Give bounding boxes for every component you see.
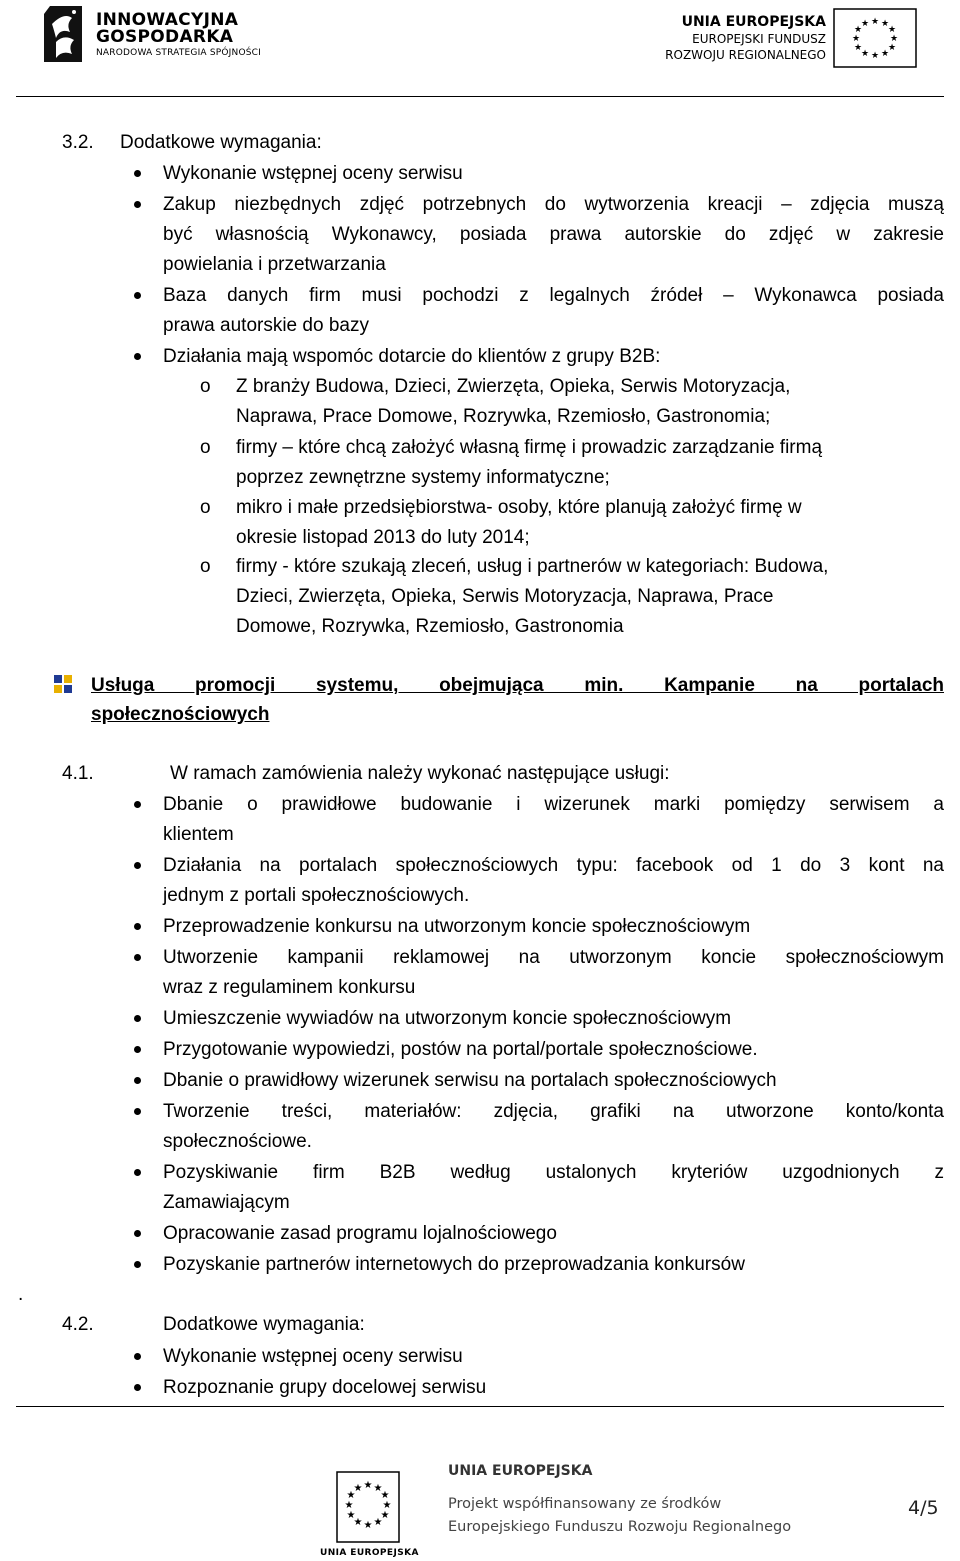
- bullet: [134, 1077, 141, 1084]
- bullet: [134, 353, 141, 360]
- footer-eu-title: UNIA EUROPEJSKA: [448, 1463, 593, 1479]
- svg-text:★: ★: [860, 49, 870, 59]
- footer-funding-line: Projekt współfinansowany ze środków: [448, 1496, 722, 1512]
- bullet: [134, 1169, 141, 1176]
- bullet: [134, 292, 141, 299]
- svg-text:★: ★: [851, 34, 861, 44]
- svg-text:★: ★: [860, 19, 870, 29]
- bullet: [134, 1108, 141, 1115]
- footer-divider: [16, 1406, 944, 1407]
- sub-bullet-marker: o: [200, 376, 211, 397]
- svg-text:★: ★: [870, 51, 880, 61]
- list-item: Utworzenie kampanii reklamowej na utworzonym koncie społecznościowym: [163, 947, 944, 968]
- svg-text:★: ★: [870, 17, 880, 27]
- list-item: Pozyskiwanie firm B2B według ustalonych kryteriów uzgodnionych z: [163, 1162, 944, 1183]
- list-item: Opracowanie zasad programu lojalnościowego: [163, 1223, 557, 1244]
- list-item: Działania mają wspomóc dotarcie do klientów z grupy B2B:: [163, 346, 661, 367]
- list-item-continued: powielania i przetwarzania: [163, 254, 386, 275]
- list-item: Pozyskanie partnerów internetowych do przeprowadzania konkursów: [163, 1254, 745, 1275]
- svg-text:★: ★: [346, 1510, 356, 1521]
- svg-text:★: ★: [373, 1483, 383, 1494]
- bullet: [134, 1015, 141, 1022]
- list-item-continued: klientem: [163, 824, 234, 845]
- svg-text:★: ★: [382, 1500, 392, 1511]
- list-item: Baza danych firm musi pochodzi z legalnych źródeł – Wykonawca posiada: [163, 285, 944, 306]
- header-divider: [16, 96, 944, 97]
- page-number: 4/5: [908, 1497, 939, 1519]
- list-item-continued: jednym z portali społecznościowych.: [163, 885, 470, 906]
- bullet: [134, 1230, 141, 1237]
- list-item-continued: społecznościowe.: [163, 1131, 312, 1152]
- list-item-continued: być własnością Wykonawcy, posiada prawa autorskie do zdjęć w zakresie: [163, 224, 944, 245]
- list-item: Wykonanie wstępnej oceny serwisu: [163, 1346, 463, 1367]
- section-heading: Usługa promocji systemu, obejmująca min. Kampanie na portalach: [91, 675, 944, 696]
- sub-list-item-continued: poprzez zewnętrzne systemy informatyczne;: [236, 467, 610, 488]
- list-item: Przygotowanie wypowiedzi, postów na portal/portale społecznościowe.: [163, 1039, 758, 1060]
- svg-text:★: ★: [346, 1490, 356, 1501]
- list-item-continued: Zamawiającym: [163, 1192, 290, 1213]
- list-item: Rozpoznanie grupy docelowej serwisu: [163, 1377, 487, 1398]
- sub-bullet-marker: o: [200, 497, 211, 518]
- bullet: [134, 954, 141, 961]
- colored-square-bullet-icon: [53, 674, 73, 694]
- list-item-continued: wraz z regulaminem konkursu: [163, 977, 416, 998]
- list-item: Dbanie o prawidłowy wizerunek serwisu na portalach społecznościowych: [163, 1070, 777, 1091]
- svg-text:★: ★: [353, 1483, 363, 1494]
- list-item: Dbanie o prawidłowe budowanie i wizerunek marki pomiędzy serwisem a: [163, 794, 944, 815]
- bullet: [134, 201, 141, 208]
- list-item: Przeprowadzenie konkursu na utworzonym koncie społecznościowym: [163, 916, 751, 937]
- svg-text:★: ★: [887, 25, 897, 35]
- section-heading-continued: społecznościowych: [91, 704, 270, 725]
- list-item: Tworzenie treści, materiałów: zdjęcia, grafiki na utworzone konto/konta: [163, 1101, 944, 1122]
- list-item: Działania na portalach społecznościowych typu: facebook od 1 do 3 kont na: [163, 855, 944, 876]
- svg-text:★: ★: [853, 43, 863, 53]
- section-title: Dodatkowe wymagania:: [120, 132, 322, 153]
- eu-header-text: UNIA EUROPEJSKA EUROPEJSKI FUNDUSZ ROZWOJU REGIONALNEGO: [665, 14, 826, 62]
- sub-list-item-continued: Domowe, Rozrywka, Rzemiosło, Gastronomia: [236, 616, 624, 637]
- bullet: [134, 1046, 141, 1053]
- svg-text:★: ★: [887, 43, 897, 53]
- eu-flag-icon: [833, 8, 917, 68]
- bullet: [134, 170, 141, 177]
- list-item: Wykonanie wstępnej oceny serwisu: [163, 163, 463, 184]
- bullet: [134, 862, 141, 869]
- bullet: [134, 1261, 141, 1268]
- sub-list-item-continued: okresie listopad 2013 do luty 2014;: [236, 527, 530, 548]
- bullet: [134, 923, 141, 930]
- list-item: Umieszczenie wywiadów na utworzonym koncie społecznościowym: [163, 1008, 732, 1029]
- svg-text:★: ★: [373, 1517, 383, 1528]
- svg-text:★: ★: [363, 1480, 373, 1491]
- footer-funding-line: Europejskiego Funduszu Rozwoju Regionalnego: [448, 1519, 792, 1535]
- list-item-continued: prawa autorskie do bazy: [163, 315, 369, 336]
- innowacyjna-gospodarka-title: INNOWACYJNA GOSPODARKA: [96, 10, 239, 47]
- svg-text:★: ★: [380, 1490, 390, 1501]
- eu-flag-footer-icon: [323, 1470, 413, 1544]
- innowacyjna-gospodarka-subtitle: NARODOWA STRATEGIA SPÓJNOŚCI: [96, 48, 261, 58]
- sub-list-item: firmy – które chcą założyć własną firmę i prowadzic zarządzanie firmą: [236, 437, 823, 458]
- sub-bullet-marker: o: [200, 437, 211, 458]
- list-item: Zakup niezbędnych zdjęć potrzebnych do wytworzenia kreacji – zdjęcia muszą: [163, 194, 944, 215]
- section-number: 3.2.: [62, 132, 94, 153]
- svg-text:★: ★: [353, 1517, 363, 1528]
- sub-list-item-continued: Dzieci, Zwierzęta, Opieka, Serwis Motoryzacja, Naprawa, Prace: [236, 586, 774, 607]
- section-title: Dodatkowe wymagania:: [163, 1314, 365, 1335]
- svg-text:★: ★: [880, 49, 890, 59]
- stray-dot: .: [18, 1284, 24, 1305]
- svg-text:★: ★: [380, 1510, 390, 1521]
- bullet: [134, 1353, 141, 1360]
- svg-text:★: ★: [880, 19, 890, 29]
- section-title: W ramach zamówienia należy wykonać następujące usługi:: [170, 763, 670, 784]
- svg-text:★: ★: [853, 25, 863, 35]
- sub-list-item-continued: Naprawa, Prace Domowe, Rozrywka, Rzemiosło, Gastronomia;: [236, 406, 771, 427]
- svg-text:★: ★: [363, 1520, 373, 1531]
- sub-list-item: mikro i małe przedsiębiorstwa- osoby, które planują założyć firmę w: [236, 497, 802, 518]
- sub-list-item: Z branży Budowa, Dzieci, Zwierzęta, Opieka, Serwis Motoryzacja,: [236, 376, 791, 397]
- innowacyjna-gospodarka-logo-icon: [42, 4, 84, 64]
- footer-flag-label: UNIA EUROPEJSKA: [320, 1548, 419, 1558]
- svg-text:★: ★: [344, 1500, 354, 1511]
- sub-list-item: firmy - które szukają zleceń, usług i partnerów w kategoriach: Budowa,: [236, 556, 829, 577]
- sub-bullet-marker: o: [200, 556, 211, 577]
- section-number: 4.1.: [62, 763, 94, 784]
- svg-text:★: ★: [889, 34, 899, 44]
- bullet: [134, 801, 141, 808]
- bullet: [134, 1384, 141, 1391]
- section-number: 4.2.: [62, 1314, 94, 1335]
